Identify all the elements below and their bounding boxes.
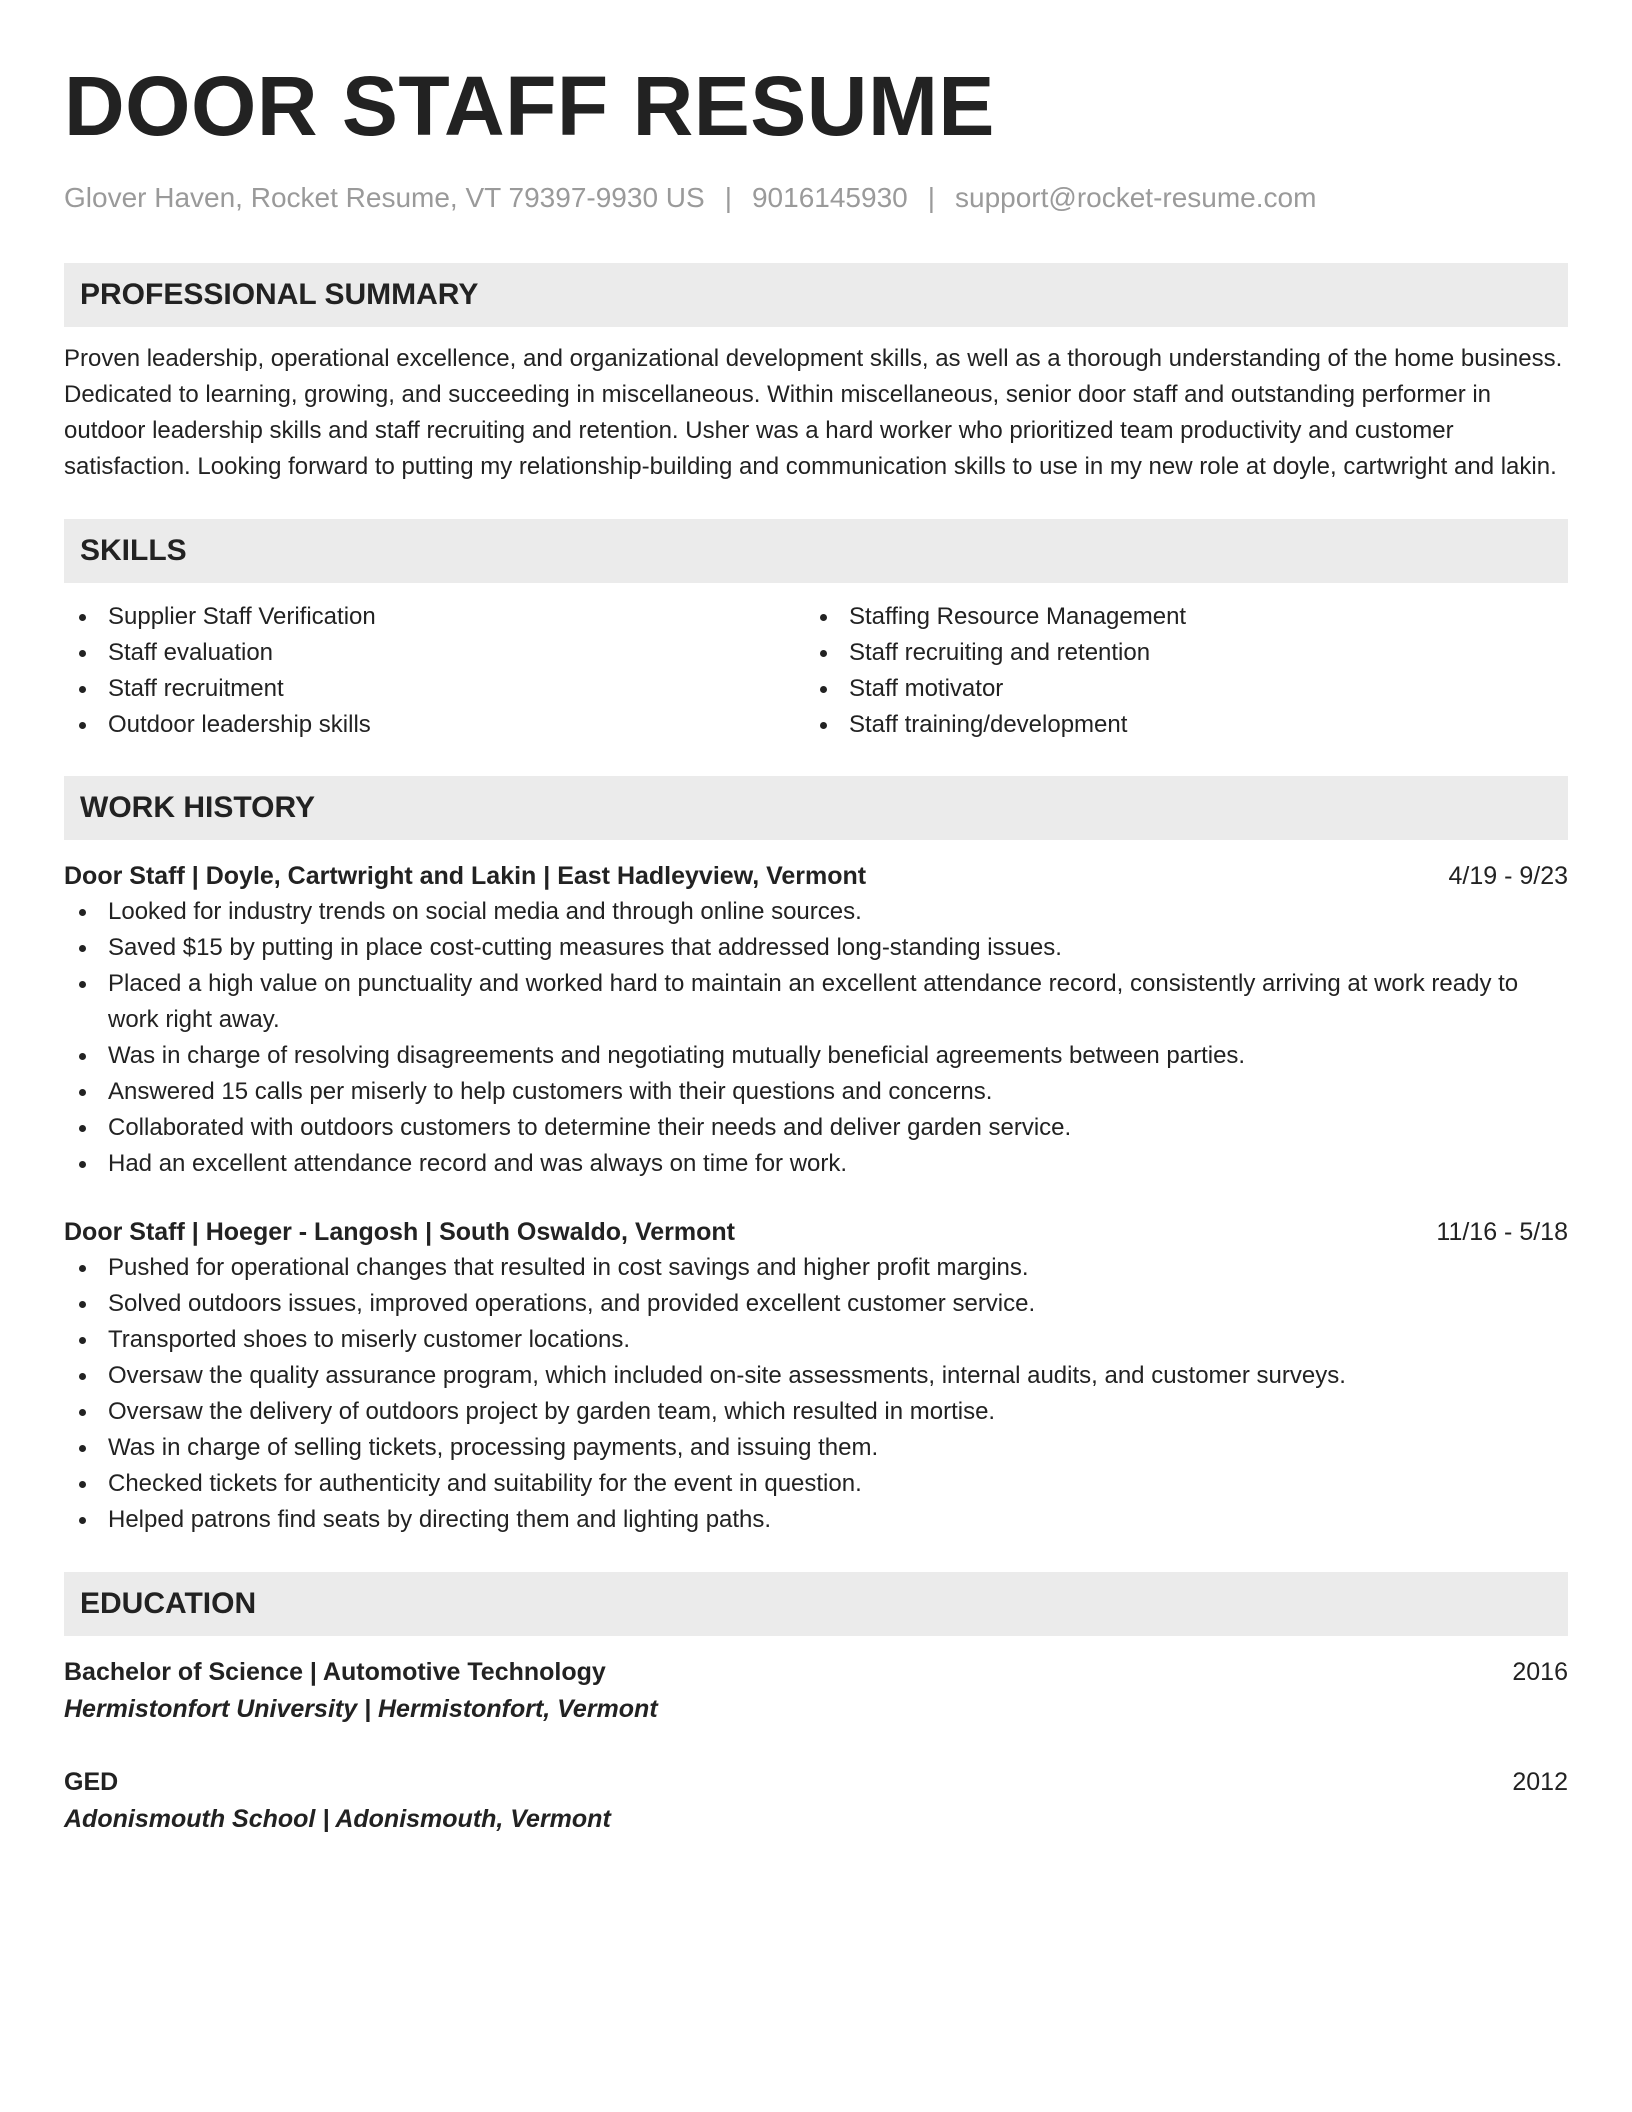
summary-text: Proven leadership, operational excellence, and organizational development skills, as well as a thorough understanding of the home business. Dedicated to learning, growing, and succeeding in miscellaneous. Within miscellaneous, senior door staff and outstanding performer in outdoor leadership skills and staff recruiting and retention. Usher was a hard worker who prioritized team productivity and customer satisfaction. Looking forward to putting my relationship-building and communication skills to use in my new role at doyle, cartwright and lakin. <box>64 345 1563 480</box>
education-item <box>64 1764 1568 1838</box>
education-school: Adonismouth School | Adonismouth, Vermont <box>64 1805 611 1833</box>
education-item <box>64 1654 1568 1728</box>
job-bullet: Solved outdoors issues, improved operations, and provided excellent customer service. <box>64 1286 1568 1322</box>
job-bullet: Pushed for operational changes that resulted in cost savings and higher profit margins. <box>64 1250 1568 1286</box>
job-bullet: Transported shoes to miserly customer locations. <box>64 1322 1568 1358</box>
education-degree: Bachelor of Science | Automotive Technology <box>64 1658 606 1686</box>
job-bullet: Placed a high value on punctuality and worked hard to maintain an excellent attendance record, consistently arriving at work ready to work right away. <box>64 966 1568 1038</box>
skill-item: Staff recruiting and retention <box>805 635 1568 671</box>
job-bullets <box>64 1250 1568 1538</box>
education-degree: GED <box>64 1768 119 1796</box>
skill-item: Staffing Resource Management <box>805 599 1568 635</box>
contact-email: support@rocket-resume.com <box>955 182 1317 213</box>
education-row <box>64 1654 1568 1690</box>
job-bullets <box>64 894 1568 1182</box>
job-bullet: Answered 15 calls per miserly to help customers with their questions and concerns. <box>64 1074 1568 1110</box>
education-school: Hermistonfort University | Hermistonfort, Vermont <box>64 1695 658 1723</box>
skill-item: Staff recruitment <box>64 671 805 707</box>
skills-column-left <box>64 599 805 743</box>
section-header-work-history: WORK HISTORY <box>64 776 1568 840</box>
job-bullet: Was in charge of resolving disagreements and negotiating mutually beneficial agreements between parties. <box>64 1038 1568 1074</box>
section-header-skills: SKILLS <box>64 519 1568 583</box>
education-row <box>64 1764 1568 1800</box>
job-bullet: Collaborated with outdoors customers to determine their needs and deliver garden service. <box>64 1110 1568 1146</box>
job-bullet: Checked tickets for authenticity and suitability for the event in question. <box>64 1466 1568 1502</box>
job-bullet: Saved $15 by putting in place cost-cutting measures that addressed long-standing issues. <box>64 930 1568 966</box>
job-dates: 11/16 - 5/18 <box>1436 1218 1568 1246</box>
contact-separator: | <box>724 182 732 213</box>
skill-item: Staff evaluation <box>64 635 805 671</box>
contact-line <box>64 182 1568 214</box>
section-header-summary: PROFESSIONAL SUMMARY <box>64 263 1568 327</box>
job-header <box>64 1214 1568 1250</box>
resume-title: DOOR STAFF RESUME <box>64 59 995 153</box>
skill-item: Staff motivator <box>805 671 1568 707</box>
section-header-education: EDUCATION <box>64 1572 1568 1636</box>
contact-phone: 9016145930 <box>751 182 908 213</box>
job-bullet: Looked for industry trends on social media and through online sources. <box>64 894 1568 930</box>
skills-grid <box>64 599 1568 743</box>
skill-item: Staff training/development <box>805 707 1568 743</box>
job-title: Door Staff | Hoeger - Langosh | South Oswaldo, Vermont <box>64 1218 735 1246</box>
job-bullet: Helped patrons find seats by directing them and lighting paths. <box>64 1502 1568 1538</box>
job-header <box>64 858 1568 894</box>
job-bullet: Oversaw the quality assurance program, which included on-site assessments, internal audits, and customer surveys. <box>64 1358 1568 1394</box>
job-bullet: Had an excellent attendance record and was always on time for work. <box>64 1146 1568 1182</box>
skills-column-right <box>805 599 1568 743</box>
job-bullet: Was in charge of selling tickets, processing payments, and issuing them. <box>64 1430 1568 1466</box>
job-bullet: Oversaw the delivery of outdoors project by garden team, which resulted in mortise. <box>64 1394 1568 1430</box>
job-title: Door Staff | Doyle, Cartwright and Lakin | East Hadleyview, Vermont <box>64 862 867 890</box>
skill-item: Supplier Staff Verification <box>64 599 805 635</box>
skill-item: Outdoor leadership skills <box>64 707 805 743</box>
contact-separator: | <box>927 182 935 213</box>
education-year: 2012 <box>1512 1768 1568 1796</box>
job-dates: 4/19 - 9/23 <box>1448 862 1568 890</box>
education-year: 2016 <box>1512 1658 1568 1686</box>
contact-address: Glover Haven, Rocket Resume, VT 79397-9930 US <box>64 182 705 213</box>
